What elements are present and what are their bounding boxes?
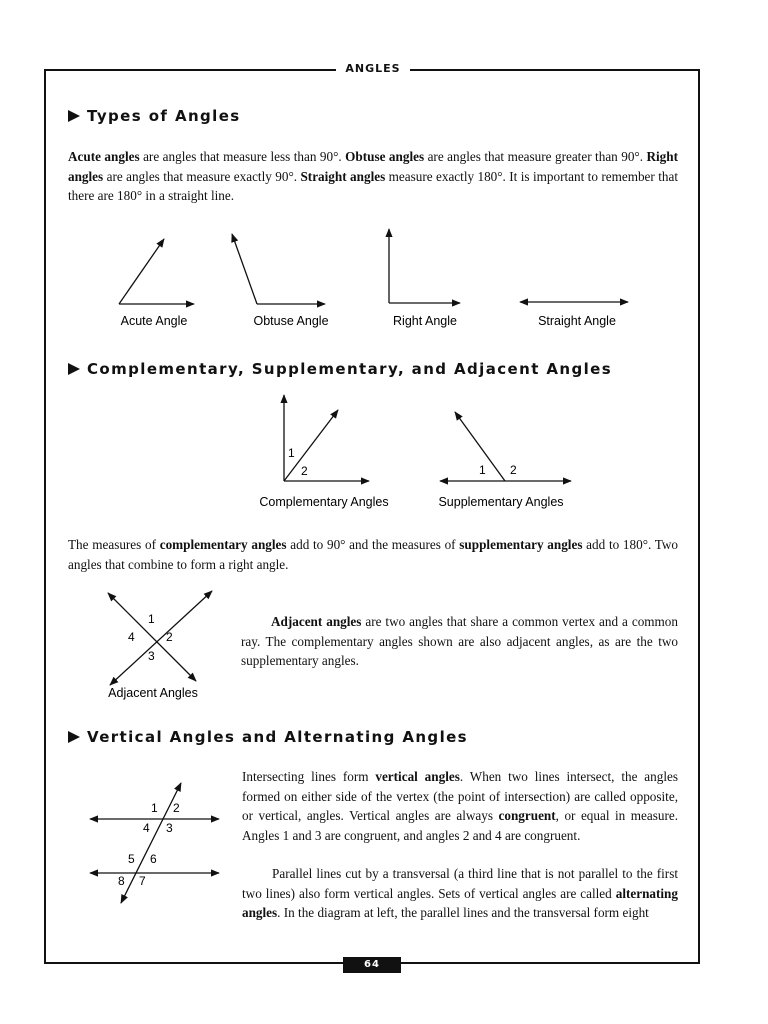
- term-alternating-angles: alternating angles: [242, 885, 678, 920]
- term-vertical-angles: vertical angles: [375, 769, 460, 784]
- label-adjacent-angles: Adjacent Angles: [108, 686, 198, 700]
- text-run: add to 180°. Two angles that combine to form a right angle.: [68, 537, 679, 572]
- section-title-vertical-angles: [68, 728, 468, 746]
- label-straight-angle: Straight Angle: [538, 314, 616, 328]
- label-supplementary-angles: Supplementary Angles: [438, 495, 564, 509]
- transversal-angle-number: 3: [166, 821, 173, 835]
- complementary-angles-diagram: [284, 395, 369, 481]
- complementary-paragraph: [68, 535, 678, 574]
- parallel-lines-paragraph: [242, 864, 678, 923]
- term-supplementary: supplementary angles: [459, 537, 583, 552]
- term-complementary: complementary angles: [159, 537, 287, 552]
- text-run: are two angles that share a common vertex and a common ray. The complementary angles shown are also adjacent angles, as are the two supplementary angles.: [241, 614, 678, 668]
- adjacent-angle-number: 3: [148, 649, 155, 663]
- running-header: ANGLES: [336, 60, 410, 78]
- adjacent-angle-number: 1: [148, 612, 155, 626]
- types-of-angles-figure: [0, 222, 768, 334]
- term-adjacent: Adjacent angles: [271, 614, 362, 629]
- text-run: are angles that measure less than 90°.: [139, 149, 346, 164]
- page-number: 64: [343, 957, 401, 973]
- term-congruent: congruent: [498, 808, 556, 823]
- text-run: . When two lines intersect, the angles formed on either side of the vertex (the point of intersection) are called opposite, or vertical, angles. Vertical angles are always: [242, 769, 678, 823]
- section-title-types-of-angles: [68, 107, 241, 125]
- acute-angle-diagram: [119, 239, 194, 304]
- text-run: measure exactly 180°. It is important to remember that there are 180° in a straight line.: [68, 168, 678, 203]
- label-acute-angle: Acute Angle: [120, 314, 188, 328]
- adjacent-angle-number: 2: [166, 630, 173, 644]
- label-complementary-angles: Complementary Angles: [259, 495, 389, 509]
- triangle-bullet-icon: [68, 110, 80, 122]
- term-acute: Acute angles: [68, 149, 140, 164]
- triangle-bullet-icon: [68, 731, 80, 743]
- section-title-text: Vertical Angles and Alternating Angles: [87, 728, 469, 746]
- transversal-angle-number: 5: [128, 852, 135, 866]
- adjacent-angle-number: 4: [128, 630, 135, 644]
- text-run: Intersecting lines form: [242, 769, 376, 784]
- adjacent-paragraph: [241, 612, 678, 671]
- term-straight: Straight angles: [300, 168, 386, 184]
- transversal-angle-number: 4: [143, 821, 150, 835]
- text-run: . In the diagram at left, the parallel lines and the transversal form eight: [277, 905, 649, 920]
- comp-angle-number: 2: [301, 464, 308, 478]
- label-right-angle: Right Angle: [393, 314, 457, 328]
- comp-angle-number: 1: [288, 446, 295, 460]
- term-obtuse: Obtuse angles: [345, 149, 425, 164]
- text-run: add to 90° and the measures of: [286, 537, 460, 552]
- transversal-angle-number: 6: [150, 852, 157, 866]
- transversal-figure: [0, 775, 240, 910]
- triangle-bullet-icon: [68, 363, 80, 375]
- adjacent-angles-figure: [0, 585, 230, 705]
- transversal-angle-number: 1: [151, 801, 158, 815]
- vertical-angles-paragraph: [242, 767, 678, 845]
- text-run: Parallel lines cut by a transversal (a third line that is not parallel to the first two lines) also form vertical angles. Sets of vertical angles are called: [242, 866, 678, 901]
- section-title-text: Complementary, Supplementary, and Adjacent Angles: [87, 360, 613, 378]
- transversal-angle-number: 8: [118, 874, 125, 888]
- transversal-angle-number: 7: [139, 874, 146, 888]
- supp-angle-number: 2: [510, 463, 517, 477]
- supp-angle-number: 1: [479, 463, 486, 477]
- transversal-angle-number: 2: [173, 801, 180, 815]
- text-run: The measures of: [68, 537, 160, 552]
- text-run: are angles that measure greater than 90°.: [424, 149, 647, 164]
- term-right: Right angles: [68, 149, 678, 184]
- text-run: are angles that measure exactly 90°.: [103, 168, 301, 184]
- types-paragraph: [68, 147, 678, 206]
- label-obtuse-angle: Obtuse Angle: [253, 314, 329, 328]
- right-angle-diagram: [389, 229, 460, 303]
- section-title-text: Types of Angles: [87, 107, 241, 125]
- section-title-complementary: [68, 360, 612, 378]
- supplementary-angles-diagram: [440, 412, 571, 481]
- text-run: , or equal in measure. Angles 1 and 3 are congruent, and angles 2 and 4 are congruent.: [242, 808, 678, 843]
- obtuse-angle-diagram: [232, 234, 325, 304]
- complementary-supplementary-figure: [0, 390, 768, 515]
